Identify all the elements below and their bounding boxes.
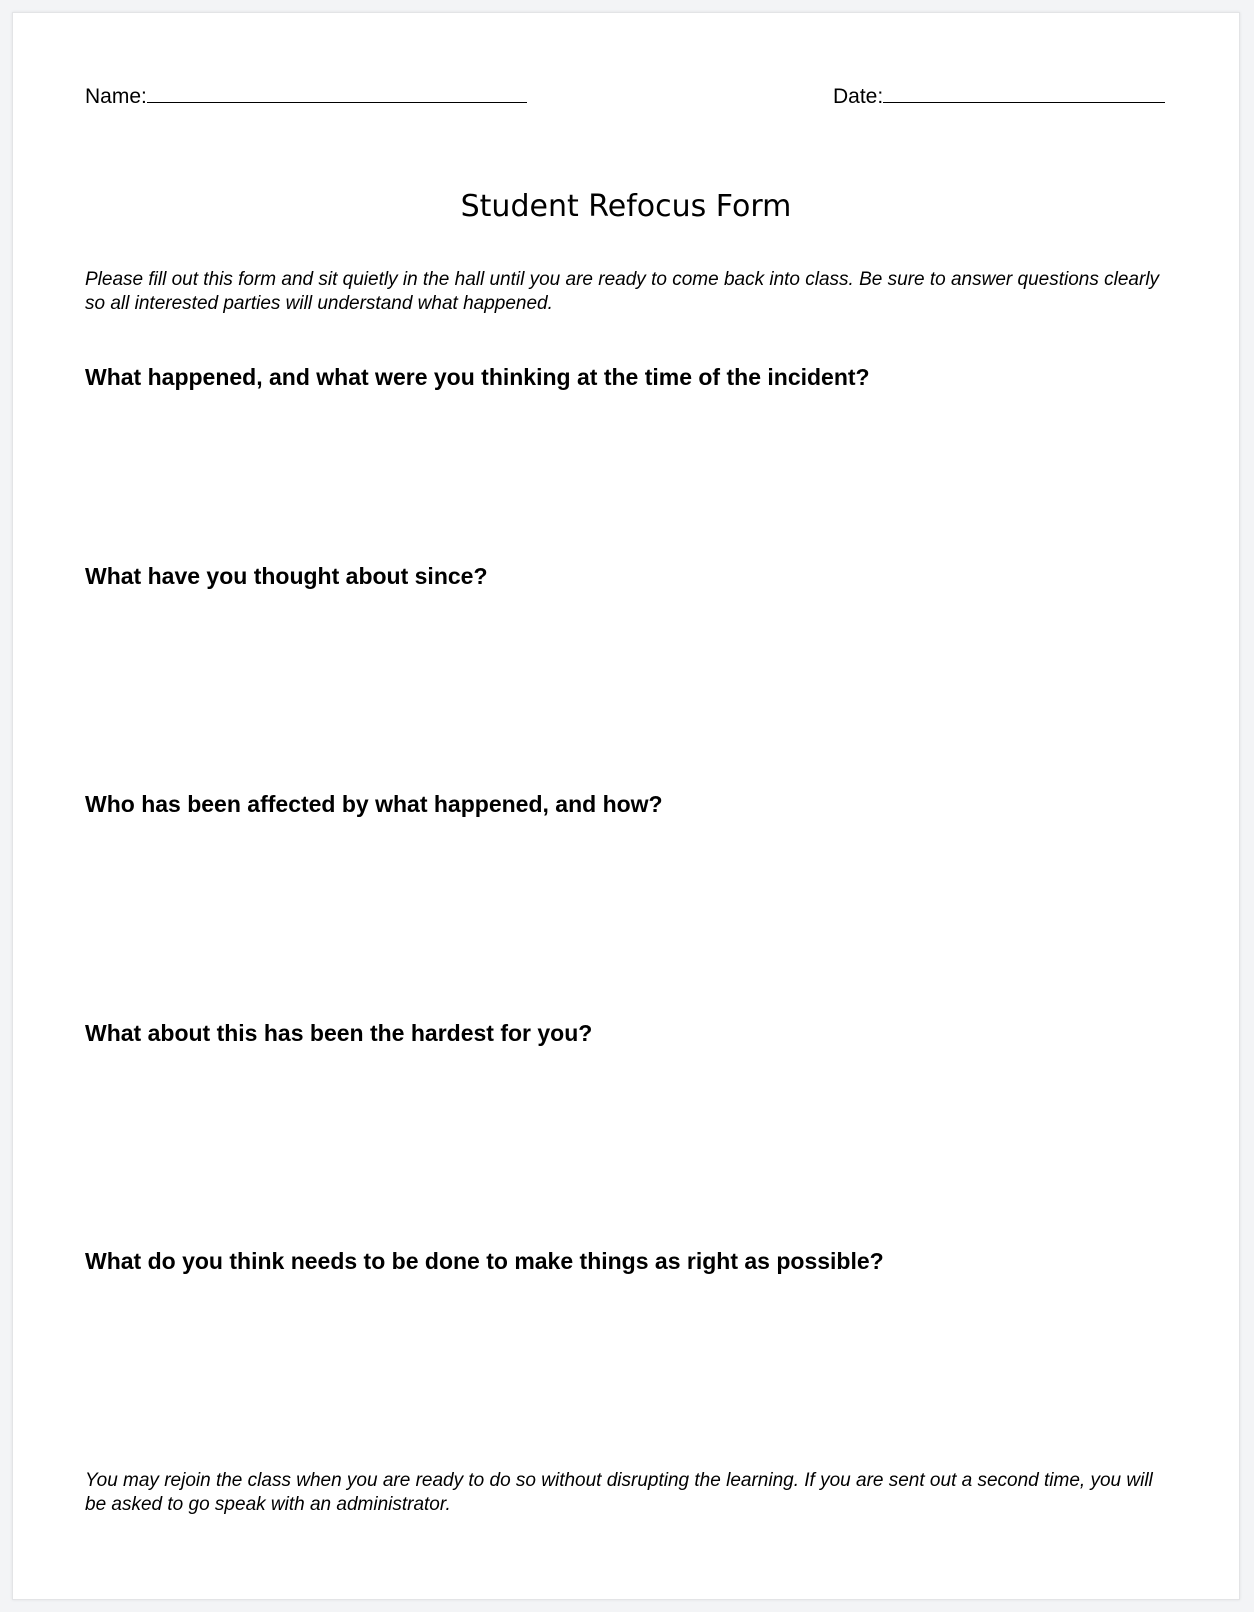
question-4: What about this has been the hardest for you? (85, 1020, 593, 1046)
name-field (85, 85, 527, 109)
date-blank-line[interactable] (883, 101, 1165, 103)
question-2: What have you thought about since? (85, 563, 488, 589)
answer-area-3[interactable] (85, 831, 1175, 1001)
form-title: Student Refocus Form (460, 189, 792, 224)
footer-text: You may rejoin the class when you are ready to do so without disrupting the learning. If you are sent out a second time, you will be asked to go speak with an administrator. (85, 1470, 1153, 1515)
answer-area-2[interactable] (85, 603, 1175, 773)
document-page (12, 12, 1240, 1600)
question-5: What do you think needs to be done to make things as right as possible? (85, 1248, 884, 1274)
answer-area-4[interactable] (85, 1059, 1175, 1229)
date-label: Date: (833, 85, 884, 108)
name-label: Name: (85, 85, 147, 108)
name-blank-line[interactable] (147, 101, 527, 103)
date-field (833, 85, 1165, 109)
question-1: What happened, and what were you thinking at the time of the incident? (85, 364, 870, 390)
question-3: Who has been affected by what happened, and how? (85, 791, 663, 817)
answer-area-1[interactable] (85, 403, 1175, 553)
answer-area-5[interactable] (85, 1287, 1175, 1447)
instructions-text: Please fill out this form and sit quietly in the hall until you are ready to come back into class. Be sure to answer questions clearly so all interested parties will understand what happened. (85, 269, 1160, 314)
